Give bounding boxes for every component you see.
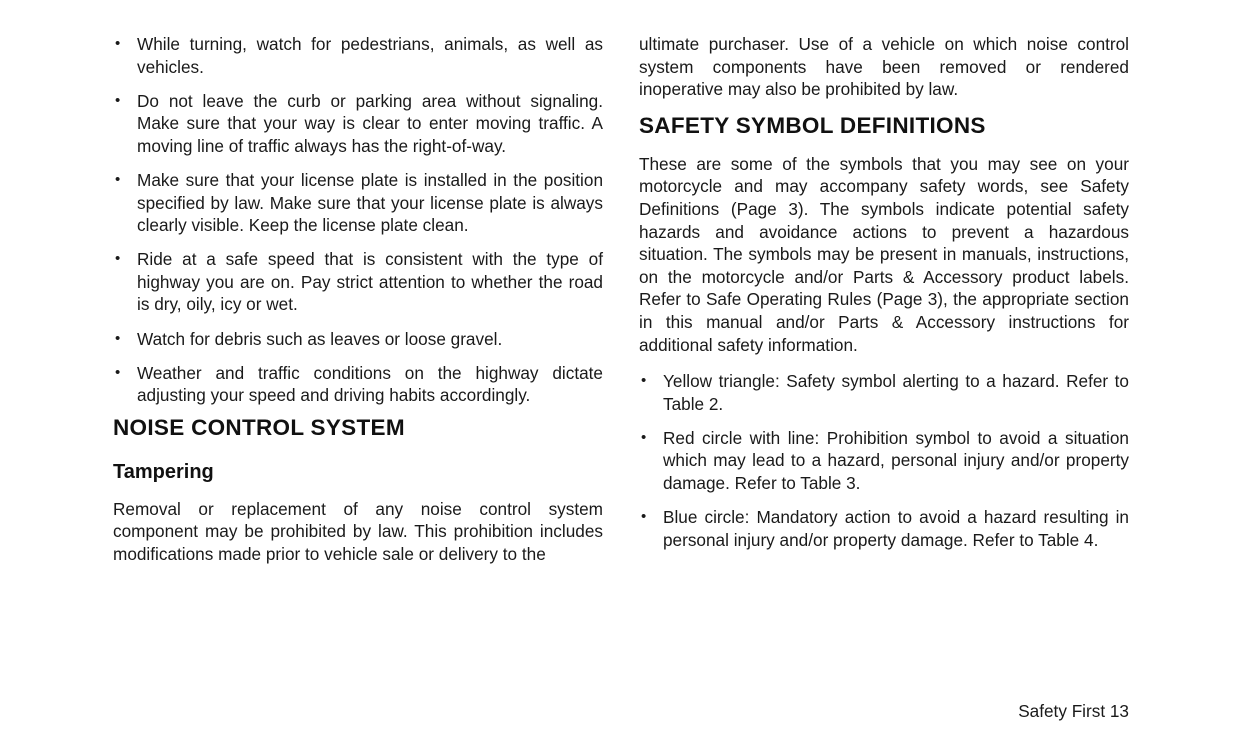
bullet-icon: • <box>115 170 121 188</box>
bullet-icon: • <box>115 363 121 381</box>
tampering-subheading: Tampering <box>113 460 214 483</box>
bullet-icon: • <box>115 35 121 52</box>
list-item <box>639 370 1129 415</box>
bullet-icon: • <box>641 428 647 446</box>
list-item-text: Ride at a safe speed that is consistent with the type of highway you are on. Pay strict attention to whether the road is dry, oily, icy or wet. <box>137 249 603 315</box>
list-item <box>639 427 1129 495</box>
list-item-text: Blue circle: Mandatory action to avoid a hazard resulting in personal injury and/or property damage. Refer to Table 4. <box>663 507 1129 550</box>
left-bullet-list <box>113 33 603 407</box>
bullet-icon: • <box>115 250 121 268</box>
continuation-paragraph: ultimate purchaser. Use of a vehicle on which noise control system components have been removed or rendered inoperative may also be prohibited by law. <box>639 34 1129 100</box>
list-item <box>113 328 603 351</box>
list-item-text: Red circle with line: Prohibition symbol to avoid a situation which may lead to a hazard, personal injury and/or property damage. Refer to Table 3. <box>663 427 1129 493</box>
list-item-text: Yellow triangle: Safety symbol alerting to a hazard. Refer to Table 2. <box>663 371 1129 414</box>
right-bullet-list <box>639 370 1129 551</box>
list-item <box>113 248 603 316</box>
right-column <box>639 33 1129 563</box>
list-item-text: Do not leave the curb or parking area without signaling. Make sure that your way is clear to enter moving traffic. A moving line of traffic always has the right-of-way. <box>137 90 603 156</box>
list-item-text: Weather and traffic conditions on the highway dictate adjusting your speed and driving habits accordingly. <box>137 362 603 406</box>
bullet-icon: • <box>115 91 121 109</box>
page-footer: Safety First 13 <box>1018 701 1129 721</box>
symbols-paragraph: These are some of the symbols that you may see on your motorcycle and may accompany safety words, see Safety Definitions (Page 3). The symbols indicate potential safety hazards and avoidance actions to prevent a hazardous situation. The symbols may be present in manuals, instructions, on the motorcycle and/or Parts & Accessory product labels. Refer to Safe Operating Rules (Page 3), the appropriate section in this manual and/or Parts & Accessory instructions for additional safety information. <box>639 153 1129 355</box>
list-item-text: Make sure that your license plate is installed in the position specified by law. Make sure that your license plate is always clearly visible. Keep the license plate clean. <box>137 169 603 236</box>
list-item <box>113 362 603 407</box>
left-column <box>113 33 603 566</box>
tampering-paragraph: Removal or replacement of any noise control system component may be prohibited by law. This prohibition includes modifications made prior to vehicle sale or delivery to the <box>113 498 603 564</box>
list-item-text: Watch for debris such as leaves or loose gravel. <box>137 328 503 349</box>
list-item <box>113 90 603 158</box>
list-item-text: While turning, watch for pedestrians, animals, as well as vehicles. <box>137 34 603 77</box>
list-item <box>113 33 603 78</box>
bullet-icon: • <box>641 508 647 526</box>
list-item <box>639 506 1129 551</box>
bullet-icon: • <box>641 372 647 390</box>
noise-control-heading: NOISE CONTROL SYSTEM <box>113 414 405 440</box>
bullet-icon: • <box>115 329 121 347</box>
safety-symbol-heading: SAFETY SYMBOL DEFINITIONS <box>639 112 986 138</box>
list-item <box>113 169 603 237</box>
